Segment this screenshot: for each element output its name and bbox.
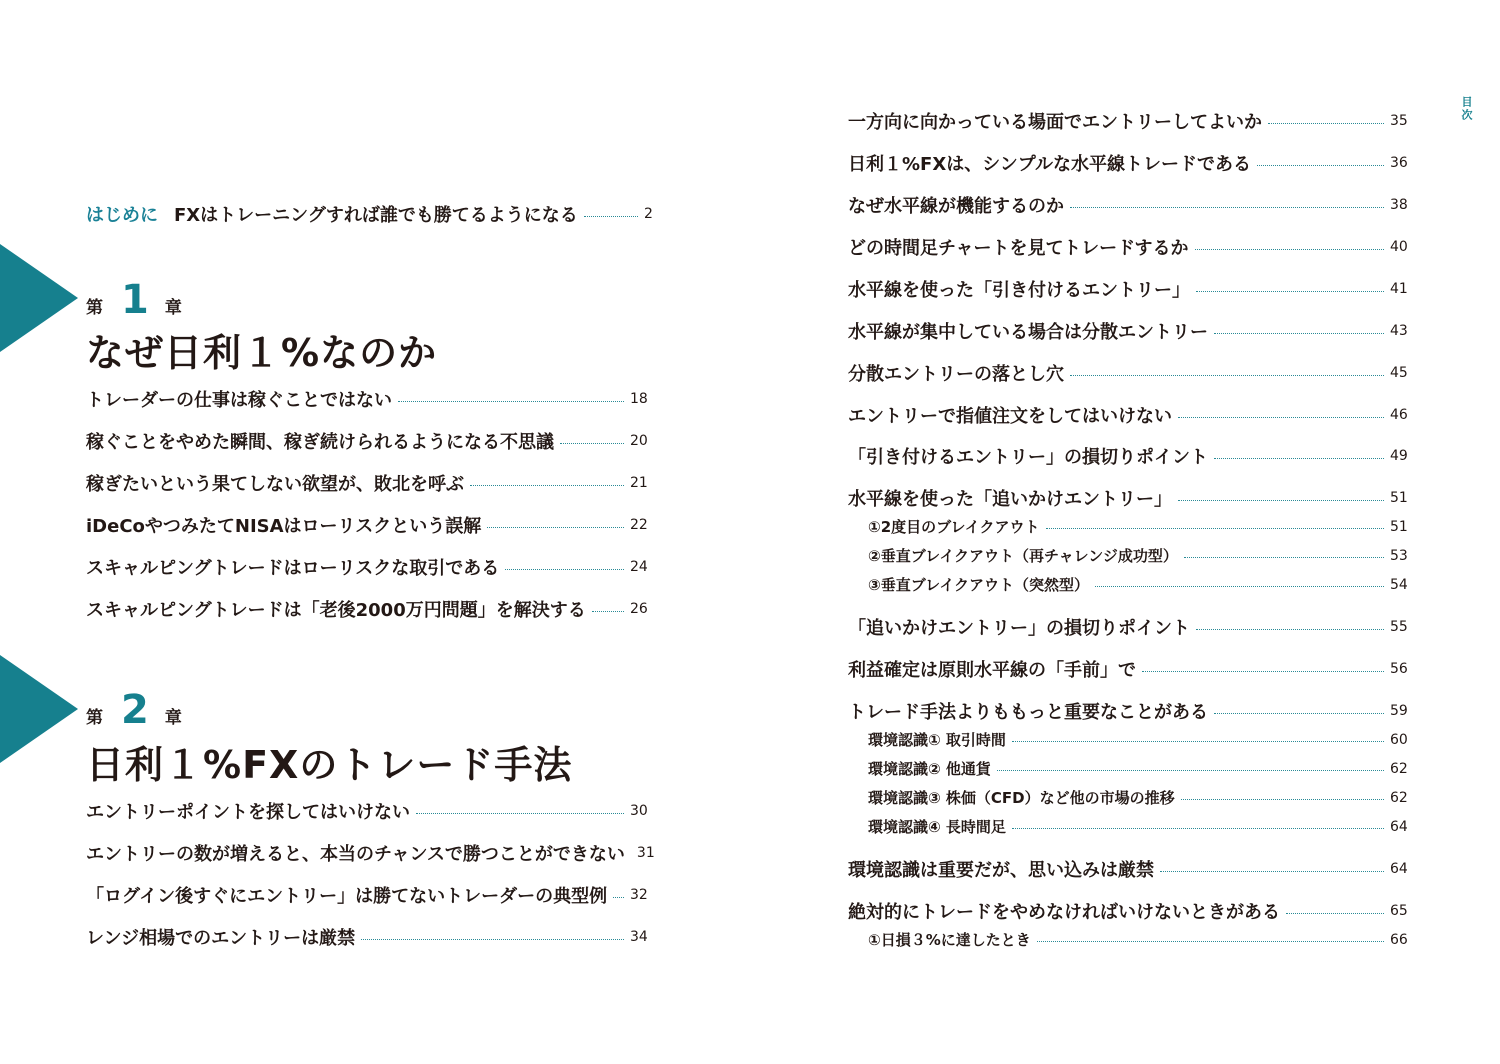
leader-dots bbox=[398, 401, 624, 402]
toc-row[interactable] bbox=[868, 516, 1412, 537]
toc-row[interactable] bbox=[86, 596, 652, 622]
toc-entry-page: 51 bbox=[1390, 490, 1408, 506]
toc-entry-page: 62 bbox=[1390, 760, 1408, 777]
toc-entry-title: どの時間足チャートを見てトレードするか bbox=[848, 238, 1189, 259]
toc-entry-page: 64 bbox=[1390, 818, 1408, 835]
toc-row[interactable] bbox=[848, 856, 1412, 882]
toc-entry-title: エントリーで指値注文をしてはいけない bbox=[848, 406, 1172, 427]
chapter-number: 2 bbox=[121, 687, 149, 733]
toc-entry-title: 水平線を使った「引き付けるエントリー」 bbox=[848, 280, 1190, 301]
leader-dots bbox=[1196, 629, 1384, 630]
toc-row[interactable] bbox=[868, 816, 1412, 837]
toc-entry-page: 62 bbox=[1390, 789, 1408, 806]
toc-row[interactable] bbox=[86, 840, 655, 866]
toc-entry-page: 35 bbox=[1390, 113, 1408, 129]
toc-entry-title: 環境認識③ 株価（CFD）など他の市場の推移 bbox=[868, 789, 1175, 807]
toc-row[interactable] bbox=[848, 614, 1412, 640]
leader-dots bbox=[1046, 528, 1385, 529]
toc-entry-title: 環境認識② 他通貨 bbox=[868, 760, 991, 778]
toc-row[interactable] bbox=[868, 787, 1412, 808]
toc-entry-title: 環境認識① 取引時間 bbox=[868, 731, 1006, 749]
right-page bbox=[750, 0, 1500, 1064]
toc-entry-title: 絶対的にトレードをやめなければいけないときがある bbox=[848, 902, 1280, 923]
toc-entry-title: スキャルピングトレードはローリスクな取引である bbox=[86, 558, 500, 579]
leader-dots bbox=[1178, 417, 1384, 418]
toc-entry-title: スキャルピングトレードは「老後2000万円問題」を解決する bbox=[86, 600, 586, 621]
toc-row[interactable] bbox=[848, 150, 1412, 176]
toc-row[interactable] bbox=[868, 929, 1412, 950]
toc-intro-row[interactable] bbox=[86, 201, 656, 227]
leader-dots bbox=[1012, 741, 1384, 742]
toc-entry-title: 稼ぎたいという果てしない欲望が、敗北を呼ぶ bbox=[86, 474, 464, 495]
toc-entry-title: 一方向に向かっている場面でエントリーしてよいか bbox=[848, 112, 1262, 133]
toc-entry-page: 31 bbox=[636, 845, 655, 861]
toc-entry-title: 「引き付けるエントリー」の損切りポイント bbox=[848, 447, 1208, 468]
toc-entry-page: 21 bbox=[630, 475, 648, 491]
toc-entry-page: 24 bbox=[630, 559, 648, 575]
toc-row[interactable] bbox=[868, 545, 1412, 566]
leader-dots bbox=[560, 443, 624, 444]
chapter-dai: 第 bbox=[86, 708, 103, 728]
toc-entry-page: 46 bbox=[1390, 407, 1408, 423]
toc-row[interactable] bbox=[848, 443, 1412, 469]
toc-row[interactable] bbox=[848, 318, 1412, 344]
toc-entry-page: 49 bbox=[1390, 448, 1408, 464]
leader-dots bbox=[1181, 799, 1384, 800]
leader-dots bbox=[1012, 828, 1384, 829]
leader-dots bbox=[592, 611, 624, 612]
leader-dots bbox=[1184, 557, 1384, 558]
toc-entry-title: 水平線を使った「追いかけエントリー」 bbox=[848, 489, 1172, 510]
chapter-sho: 章 bbox=[164, 708, 182, 728]
chapter1-title: なぜ日利１%なのか bbox=[86, 331, 438, 375]
toc-entry-page: 66 bbox=[1390, 931, 1408, 948]
toc-row[interactable] bbox=[848, 192, 1412, 218]
chapter-marker-triangle bbox=[0, 655, 78, 763]
toc-entry-page: 54 bbox=[1390, 576, 1408, 593]
toc-entry-title: iDeCoやつみたてNISAはローリスクという誤解 bbox=[86, 516, 482, 537]
leader-dots bbox=[1160, 871, 1384, 872]
toc-entry-page: 30 bbox=[630, 803, 648, 819]
toc-entry-page: 60 bbox=[1390, 731, 1408, 748]
toc-entry-title: エントリーの数が増えると、本当のチャンスで勝つことができない bbox=[86, 844, 625, 865]
leader-dots bbox=[1214, 458, 1384, 459]
chapter-number: 1 bbox=[121, 277, 149, 323]
toc-row[interactable] bbox=[848, 698, 1412, 724]
leader-dots bbox=[1070, 375, 1384, 376]
leader-dots bbox=[613, 897, 624, 898]
toc-entry-title: ③垂直ブレイクアウト（突然型） bbox=[868, 576, 1090, 594]
toc-entry-title: なぜ水平線が機能するのか bbox=[848, 196, 1064, 217]
intro-page: 2 bbox=[644, 206, 653, 222]
toc-entry-page: 26 bbox=[630, 601, 648, 617]
toc-entry-page: 53 bbox=[1390, 547, 1408, 564]
toc-entry-title: エントリーポイントを探してはいけない bbox=[86, 802, 410, 823]
leader-dots bbox=[1257, 165, 1384, 166]
toc-row[interactable] bbox=[86, 798, 652, 824]
toc-row[interactable] bbox=[86, 882, 652, 908]
chapter1-heading bbox=[86, 277, 182, 323]
toc-row[interactable] bbox=[848, 108, 1412, 134]
toc-entry-title: 水平線が集中している場合は分散エントリー bbox=[848, 322, 1208, 343]
toc-entry-page: 43 bbox=[1390, 323, 1408, 339]
chapter2-heading bbox=[86, 687, 182, 733]
leader-dots bbox=[1196, 291, 1384, 292]
toc-row[interactable] bbox=[848, 898, 1412, 924]
chapter-dai: 第 bbox=[86, 298, 103, 318]
leader-dots bbox=[1286, 913, 1384, 914]
toc-entry-page: 32 bbox=[630, 887, 648, 903]
leader-dots bbox=[1070, 207, 1384, 208]
leader-dots bbox=[1095, 586, 1384, 587]
toc-entry-title: ②垂直ブレイクアウト（再チャレンジ成功型） bbox=[868, 547, 1178, 565]
intro-label: はじめに bbox=[86, 205, 158, 226]
toc-row[interactable] bbox=[86, 554, 652, 580]
toc-entry-page: 18 bbox=[630, 391, 648, 407]
leader-dots bbox=[416, 813, 624, 814]
chapter2-title: 日利１%FXのトレード手法 bbox=[86, 743, 573, 787]
leader-dots bbox=[505, 569, 624, 570]
toc-row[interactable] bbox=[86, 924, 652, 950]
leader-dots bbox=[584, 216, 638, 217]
toc-entry-page: 45 bbox=[1390, 365, 1408, 381]
toc-entry-title: ①2度目のブレイクアウト bbox=[868, 518, 1040, 536]
leader-dots bbox=[1142, 671, 1384, 672]
toc-entry-page: 38 bbox=[1390, 197, 1408, 213]
leader-dots bbox=[487, 527, 624, 528]
toc-entry-page: 20 bbox=[630, 433, 648, 449]
leader-dots bbox=[1268, 123, 1384, 124]
chapter-marker-triangle bbox=[0, 244, 78, 352]
leader-dots bbox=[470, 485, 624, 486]
toc-entry-page: 56 bbox=[1390, 661, 1408, 677]
toc-entry-page: 22 bbox=[630, 517, 648, 533]
intro-title: FXはトレーニングすれば誰でも勝てるようになる bbox=[174, 205, 578, 226]
toc-entry-title: レンジ相場でのエントリーは厳禁 bbox=[86, 928, 356, 949]
toc-row[interactable] bbox=[848, 360, 1412, 386]
toc-entry-title: 分散エントリーの落とし穴 bbox=[848, 364, 1064, 385]
toc-entry-title: トレーダーの仕事は稼ぐことではない bbox=[86, 390, 392, 411]
leader-dots bbox=[361, 939, 624, 940]
toc-entry-title: 稼ぐことをやめた瞬間、稼ぎ続けられるようになる不思議 bbox=[86, 432, 554, 453]
toc-row[interactable] bbox=[86, 386, 652, 412]
leader-dots bbox=[997, 770, 1384, 771]
toc-row[interactable] bbox=[86, 512, 652, 538]
toc-row[interactable] bbox=[868, 758, 1412, 779]
toc-row[interactable] bbox=[848, 234, 1412, 260]
toc-row[interactable] bbox=[86, 470, 652, 496]
toc-row[interactable] bbox=[86, 428, 652, 454]
toc-row[interactable] bbox=[868, 574, 1412, 595]
toc-entry-title: 日利１%FXは、シンプルな水平線トレードである bbox=[848, 154, 1252, 175]
toc-entry-title: 「ログイン後すぐにエントリー」は勝てないトレーダーの典型例 bbox=[86, 886, 608, 907]
toc-entry-page: 65 bbox=[1390, 903, 1408, 919]
leader-dots bbox=[1195, 249, 1384, 250]
toc-entry-page: 64 bbox=[1390, 861, 1408, 877]
toc-entry-title: トレード手法よりももっと重要なことがある bbox=[848, 702, 1208, 723]
toc-entry-title: ①日損３%に達したとき bbox=[868, 931, 1031, 949]
leader-dots bbox=[1214, 333, 1384, 334]
toc-row[interactable] bbox=[848, 402, 1412, 428]
toc-row[interactable] bbox=[848, 276, 1412, 302]
toc-entry-page: 34 bbox=[630, 929, 648, 945]
toc-entry-title: 利益確定は原則水平線の「手前」で bbox=[848, 660, 1136, 681]
toc-entry-title: 環境認識は重要だが、思い込みは厳禁 bbox=[848, 860, 1154, 881]
toc-row[interactable] bbox=[848, 656, 1412, 682]
side-tab-label: 目次 bbox=[1460, 96, 1473, 122]
leader-dots bbox=[1214, 713, 1384, 714]
toc-entry-title: 「追いかけエントリー」の損切りポイント bbox=[848, 618, 1190, 639]
toc-entry-page: 59 bbox=[1390, 703, 1408, 719]
toc-entry-page: 36 bbox=[1390, 155, 1408, 171]
toc-entry-page: 55 bbox=[1390, 619, 1408, 635]
toc-entry-page: 40 bbox=[1390, 239, 1408, 255]
leader-dots bbox=[1178, 500, 1384, 501]
toc-row[interactable] bbox=[868, 729, 1412, 750]
toc-entry-page: 41 bbox=[1390, 281, 1408, 297]
chapter-sho: 章 bbox=[164, 298, 182, 318]
toc-entry-title: 環境認識④ 長時間足 bbox=[868, 818, 1006, 836]
toc-entry-page: 51 bbox=[1390, 518, 1408, 535]
toc-row[interactable] bbox=[848, 485, 1412, 511]
leader-dots bbox=[1037, 941, 1384, 942]
